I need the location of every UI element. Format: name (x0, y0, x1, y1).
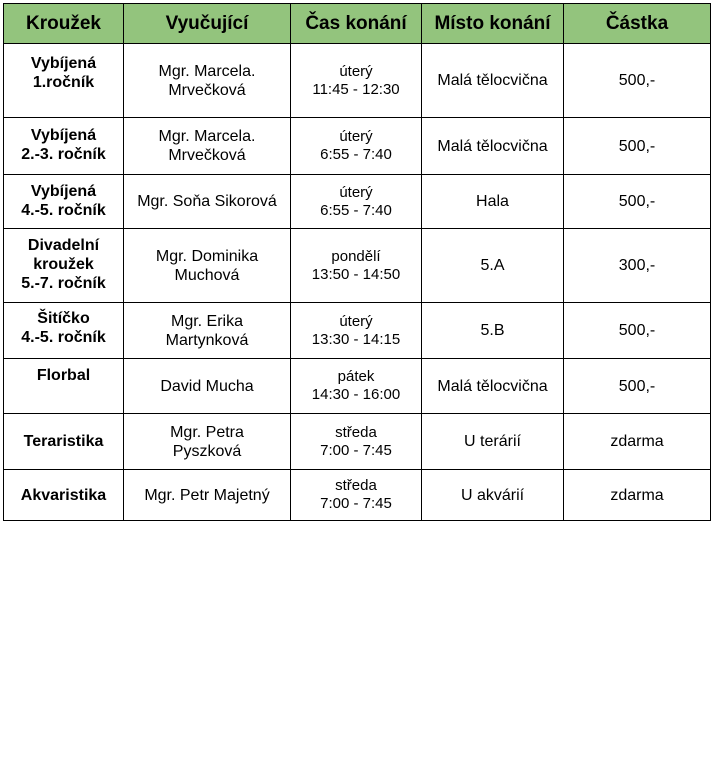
place-cell: Malá tělocvična (422, 44, 564, 118)
column-header-activity: Kroužek (4, 4, 124, 44)
table-row (4, 303, 711, 359)
teacher-cell (124, 359, 291, 414)
time-range-text: 6:55 - 7:40 (320, 201, 392, 219)
activity-name-cell (4, 229, 124, 303)
activity-name-cell (4, 470, 124, 521)
activity-name-line: Akvaristika (20, 486, 107, 504)
place-cell: 5.A (422, 229, 564, 303)
time-cell (291, 470, 422, 521)
column-header-time: Čas konání (291, 4, 422, 44)
place-cell: Hala (422, 175, 564, 229)
time-range-text: 7:00 - 7:45 (320, 441, 392, 459)
day-text: úterý (339, 128, 373, 145)
price-cell: 500,- (564, 44, 711, 118)
column-header-place: Místo konání (422, 4, 564, 44)
activities-table (3, 3, 711, 521)
teacher-line: Martynková (165, 331, 249, 349)
teacher-line: David Mucha (160, 377, 254, 395)
day-text: pátek (337, 368, 375, 385)
time-cell (291, 44, 422, 118)
time-cell (291, 175, 422, 229)
activity-name-line: Vybíjená (30, 183, 97, 200)
table-row (4, 175, 711, 229)
activity-name-line: 1.ročník (32, 74, 95, 91)
activity-name-line: kroužek (33, 256, 94, 273)
activity-name-cell (4, 44, 124, 118)
column-header-teacher: Vyučující (124, 4, 291, 44)
activity-name-line: Vybíjená (30, 55, 97, 72)
teacher-line: Pyszková (172, 442, 242, 460)
day-text: středa (335, 477, 377, 494)
teacher-line: Mrvečková (168, 81, 246, 99)
teacher-line: Mgr. Petr Majetný (144, 486, 270, 504)
place-cell: Malá tělocvična (422, 359, 564, 414)
price-cell: 500,- (564, 175, 711, 229)
teacher-cell (124, 118, 291, 175)
activities-table-container (3, 3, 711, 521)
place-cell: U akvárií (422, 470, 564, 521)
teacher-line: Mgr. Marcela. (158, 128, 256, 145)
time-cell (291, 229, 422, 303)
table-row (4, 414, 711, 470)
activity-name-line: 4.-5. ročník (21, 202, 106, 219)
column-header-price: Částka (564, 4, 711, 44)
teacher-line: Mrvečková (168, 147, 246, 164)
day-text: úterý (339, 312, 373, 330)
time-range-text: 13:50 - 14:50 (311, 265, 401, 283)
time-range-text: 7:00 - 7:45 (320, 495, 392, 512)
activity-name-cell (4, 118, 124, 175)
day-text: pondělí (331, 247, 381, 265)
day-text: úterý (339, 183, 373, 201)
time-cell (291, 303, 422, 359)
time-range-text: 6:55 - 7:40 (320, 146, 392, 163)
place-cell: U terárií (422, 414, 564, 470)
price-cell: 500,- (564, 359, 711, 414)
teacher-line: Mgr. Erika (170, 312, 243, 330)
activity-name-line: Teraristika (23, 433, 104, 450)
activity-name-cell (4, 175, 124, 229)
activity-name-cell (4, 303, 124, 359)
activity-name-line: Divadelní (27, 237, 100, 254)
time-cell (291, 118, 422, 175)
teacher-cell (124, 470, 291, 521)
table-row (4, 118, 711, 175)
activity-name-line: Florbal (36, 367, 91, 384)
time-cell (291, 414, 422, 470)
teacher-cell (124, 303, 291, 359)
day-text: středa (335, 423, 377, 441)
table-row (4, 359, 711, 414)
time-cell (291, 359, 422, 414)
price-cell: 300,- (564, 229, 711, 303)
table-row (4, 229, 711, 303)
activity-name-line: Šitíčko (37, 310, 90, 327)
table-header-row (4, 4, 711, 44)
teacher-line: Mgr. Soňa Sikorová (137, 193, 277, 210)
price-cell: zdarma (564, 414, 711, 470)
place-cell: 5.B (422, 303, 564, 359)
activity-name-cell (4, 414, 124, 470)
teacher-cell (124, 175, 291, 229)
teacher-line: Mgr. Petra (170, 423, 244, 441)
teacher-line: Muchová (174, 266, 240, 284)
day-text: úterý (339, 62, 373, 80)
teacher-line: Mgr. Marcela. (158, 62, 256, 80)
time-range-text: 11:45 - 12:30 (312, 80, 400, 98)
price-cell: 500,- (564, 118, 711, 175)
activity-name-cell (4, 359, 124, 414)
time-range-text: 14:30 - 16:00 (311, 386, 401, 403)
place-cell: Malá tělocvična (422, 118, 564, 175)
activity-name-line: 2.-3. ročník (21, 146, 106, 163)
table-row (4, 470, 711, 521)
teacher-cell (124, 44, 291, 118)
table-row (4, 44, 711, 118)
activity-name-line: 4.-5. ročník (21, 329, 106, 346)
time-range-text: 13:30 - 14:15 (311, 330, 401, 348)
price-cell: zdarma (564, 470, 711, 521)
teacher-line: Mgr. Dominika (155, 247, 259, 265)
activity-name-line: Vybíjená (30, 127, 97, 144)
activity-name-line: 5.-7. ročník (21, 275, 106, 292)
teacher-cell (124, 414, 291, 470)
price-cell: 500,- (564, 303, 711, 359)
teacher-cell (124, 229, 291, 303)
